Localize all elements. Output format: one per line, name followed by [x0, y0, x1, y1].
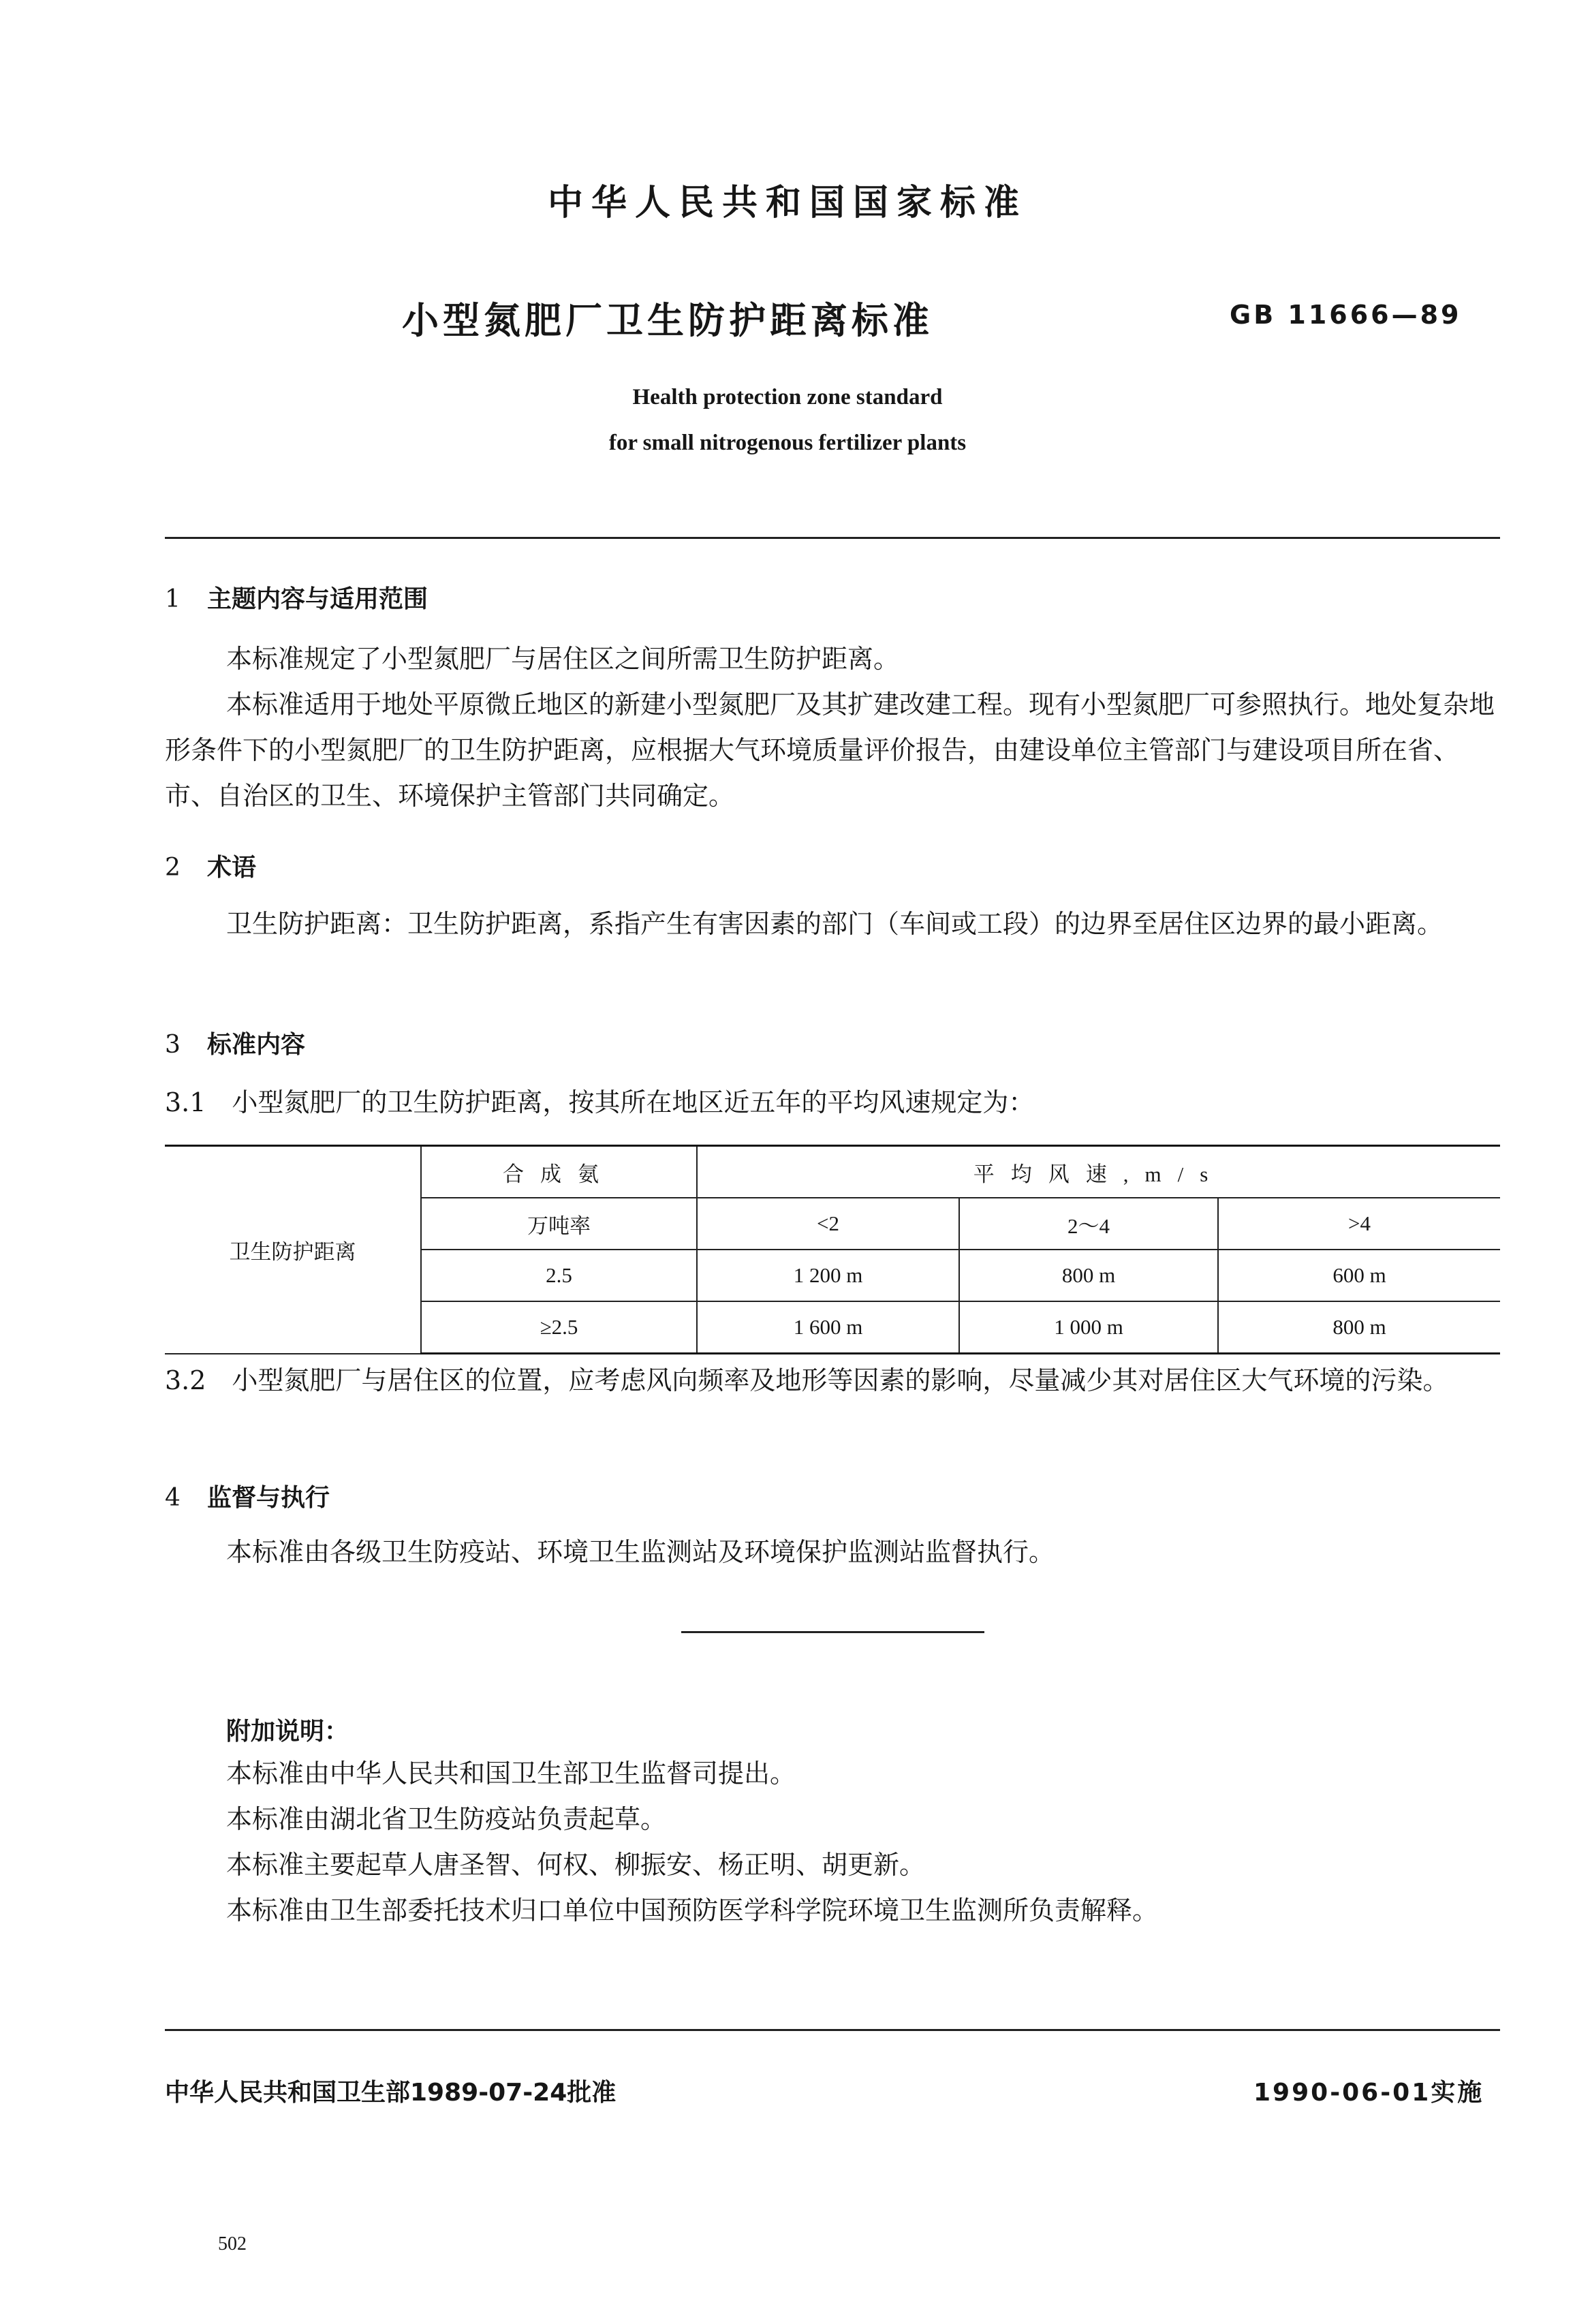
section-1-body — [165, 636, 1500, 819]
note-line: 本标准由湖北省卫生防疫站负责起草。 — [226, 1804, 667, 1834]
main-title: 中华人民共和国国家标准 — [547, 183, 1027, 223]
effective-date: 1990-06-01实施 — [1253, 2079, 1484, 2107]
footer-rule — [165, 2029, 1500, 2031]
table-cell: 600 m — [1218, 1250, 1500, 1301]
section-3-title: 标准内容 — [207, 1031, 306, 1059]
table-wind-col: >4 — [1218, 1198, 1500, 1250]
end-divider — [681, 1631, 984, 1633]
note-body — [226, 1751, 1500, 1934]
table-cell: 800 m — [1218, 1301, 1500, 1354]
section-1-paragraph-2: 本标准适用于地处平原微丘地区的新建小型氮肥厂及其扩建改建工程。现有小型氮肥厂可参照执行。地处复杂地形条件下的小型氮肥厂的卫生防护距离，应根据大气环境质量评价报告，由建设单位主管部门与建设项目所在省、市、自治区的卫生、环境保护主管部门共同确定。 — [165, 690, 1495, 811]
header-rule — [165, 537, 1500, 539]
section-1-number: 1 — [165, 585, 181, 613]
section-4-number: 4 — [165, 1484, 181, 1512]
clause-3-1: 3.1 小型氮肥厂的卫生防护距离，按其所在地区近五年的平均风速规定为： — [165, 1087, 1035, 1117]
section-2-body — [165, 901, 1500, 947]
table-col-header-ammonia: 合成氨 — [421, 1146, 697, 1198]
english-title-line-2: for small nitrogenous fertilizer plants — [608, 431, 967, 455]
section-2-number: 2 — [165, 854, 181, 882]
section-4-heading — [165, 1478, 330, 1513]
english-title-line-1: Health protection zone standard — [632, 385, 943, 409]
table-wind-col: <2 — [697, 1198, 959, 1250]
standard-number: GB 11666—89 — [1230, 300, 1462, 330]
table-cell: 1 200 m — [697, 1250, 959, 1301]
note-line: 本标准由卫生部委托技术归口单位中国预防医学科学院环境卫生监测所负责解释。 — [226, 1895, 1159, 1925]
protection-distance-table — [165, 1145, 1500, 1354]
note-line: 本标准主要起草人唐圣智、何权、柳振安、杨正明、胡更新。 — [226, 1850, 926, 1880]
table-cell: 800 m — [959, 1250, 1218, 1301]
table-wind-col: 2～4 — [959, 1198, 1218, 1250]
table-cell: 1 000 m — [959, 1301, 1218, 1354]
table-wind-speed-header: 平均风速,m/s — [697, 1146, 1500, 1198]
table-cell-rate: ≥2.5 — [421, 1301, 697, 1354]
section-3-number: 3 — [165, 1031, 181, 1059]
section-1-heading — [165, 580, 428, 615]
note-line: 本标准由中华人民共和国卫生部卫生监督司提出。 — [226, 1759, 796, 1788]
approval-line: 中华人民共和国卫生部1989-07-24批准 — [165, 2079, 617, 2107]
section-3-heading — [165, 1025, 305, 1060]
table-col-header-rate: 万吨率 — [421, 1198, 697, 1250]
clause-3-2: 3.2 小型氮肥厂与居住区的位置，应考虑风向频率及地形等因素的影响，尽量减少其对居住区大气环境的污染。 — [165, 1365, 1449, 1395]
section-1-paragraph-1: 本标准规定了小型氮肥厂与居住区之间所需卫生防护距离。 — [226, 644, 900, 674]
section-2-heading — [165, 848, 256, 883]
section-2-paragraph-1: 卫生防护距离：卫生防护距离，系指产生有害因素的部门（车间或工段）的边界至居住区边界的最小距离。 — [226, 909, 1444, 939]
table-row-header: 卫生防护距离 — [165, 1146, 421, 1354]
page-number: 502 — [218, 2233, 247, 2255]
section-4-paragraph-1: 本标准由各级卫生防疫站、环境卫生监测站及环境保护监测站监督执行。 — [226, 1537, 1055, 1567]
document-title: 小型氮肥厂卫生防护距离标准 — [402, 299, 933, 342]
note-title: 附加说明： — [226, 1718, 349, 1746]
table-cell-rate: 2.5 — [421, 1250, 697, 1301]
section-4-body — [165, 1530, 1500, 1575]
section-1-title: 主题内容与适用范围 — [207, 585, 428, 613]
section-2-title: 术语 — [207, 854, 257, 882]
table-cell: 1 600 m — [697, 1301, 959, 1354]
section-4-title: 监督与执行 — [207, 1484, 330, 1512]
